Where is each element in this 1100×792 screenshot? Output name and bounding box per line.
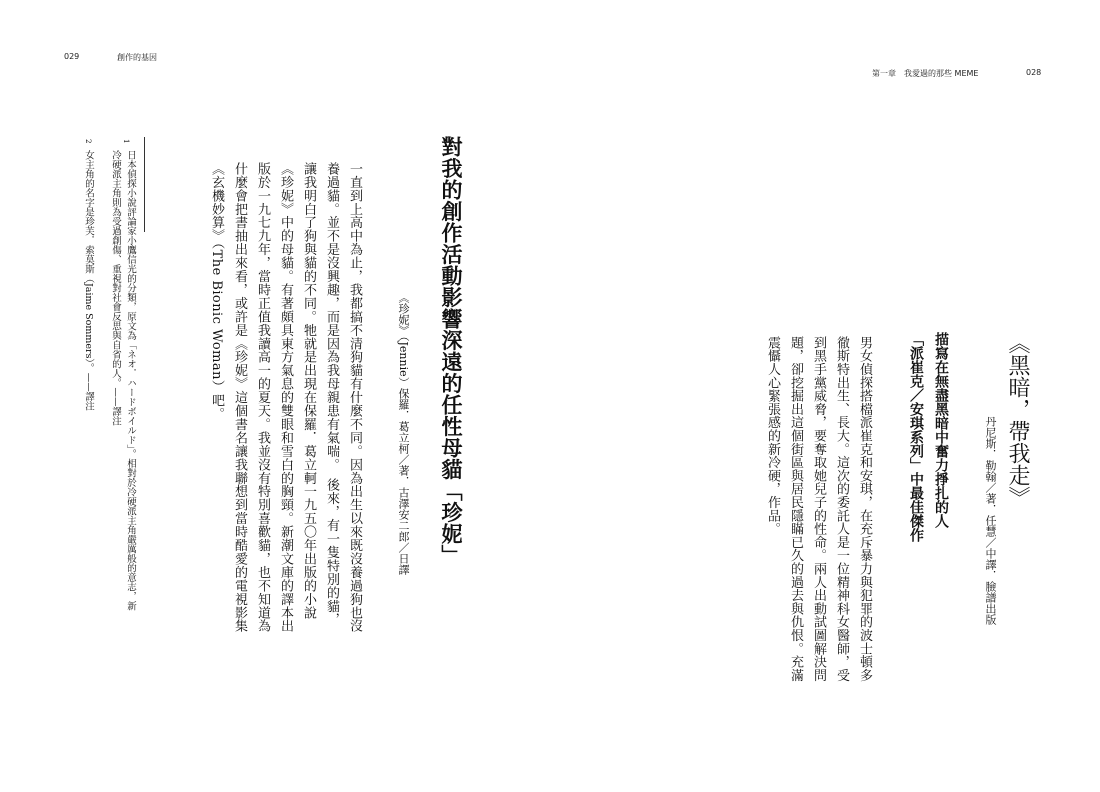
left-body-text bbox=[196, 162, 366, 638]
right-body-text bbox=[726, 336, 876, 684]
left-running-title: 創作的基因 bbox=[117, 53, 157, 62]
right-subheading-2: 「派崔克／安琪系列」中最佳傑作 bbox=[908, 332, 924, 542]
right-page-number: 028 bbox=[1026, 68, 1042, 77]
left-heading: 對我的創作活動影響深遠的任性母貓「珍妮」 bbox=[439, 136, 464, 566]
right-running-title: 第一章 我愛過的那些 MEME bbox=[872, 69, 979, 78]
right-subheading-1: 描寫在無盡黑暗中奮力掙扎的人 bbox=[933, 332, 949, 528]
footnote-2: 女主角的名字是珍芙．索莫斯（Jaime Sommers）。——譯注 bbox=[83, 150, 94, 411]
left-body-paragraph: 一直到上高中為止，我都搞不清狗貓有什麼不同。因為出生以來既沒養過狗也沒養過貓。並不是沒興趣，而是因為我母親患有氣喘。 後來，有一隻特別的貓，讓我明白了狗與貓的不同。牠就是出現在保羅．葛立軻一九五〇年出版的小說《珍妮》中的母貓。有著頗具東方氣息的雙眼和雪白的胸頸。新潮文庫的譯本出版於一九七九年，當時正值我讀高一的夏天。我並沒有特別喜歡貓，也不知道為什麼會把書抽出來看，或許是《珍妮》這個書名讓我聯想到當時酷愛的電視影集《玄機妙算》（The Bionic Woman）吧。 bbox=[209, 162, 362, 633]
right-body-paragraph: 男女偵探搭檔派崔克和安琪，在充斥暴力與犯罪的波士頓多徹斯特出生、長大。這次的委託人是一位精神科女醫師，受到黑手黨威脅，要奪取她兒子的性命。兩人出動試圖解決問題，卻挖掘出這個街區與居民隱瞞已久的過去與仇恨。充滿震懾人心緊張感的新冷硬，作品。 bbox=[765, 336, 872, 682]
right-book-title: 《黑暗，帶我走》 bbox=[1005, 332, 1030, 508]
footnote-1 bbox=[106, 150, 138, 620]
right-book-credit: 丹尼斯．勒翰／著．任慧／中譯．臉譜出版 bbox=[984, 416, 997, 625]
left-book-credit: 《珍妮》（Jennie）保羅．葛立柯／著．古澤安二郎／日譯 bbox=[397, 292, 410, 575]
footnote-rule bbox=[144, 137, 145, 232]
footnote-1-text: 日本偵探小說評論家小鷹信光的分類，原文為「ネオ．ハードボイルド」。相對於冷硬派主角嚴厲般的意志，新冷硬派主角則為受過創傷、重視對社會反思與自省的人。——譯注 bbox=[110, 150, 136, 611]
footnote-mark-2: 2 bbox=[84, 139, 92, 144]
footnote-mark-1: 1 bbox=[122, 139, 130, 144]
left-page-number: 029 bbox=[64, 52, 80, 61]
